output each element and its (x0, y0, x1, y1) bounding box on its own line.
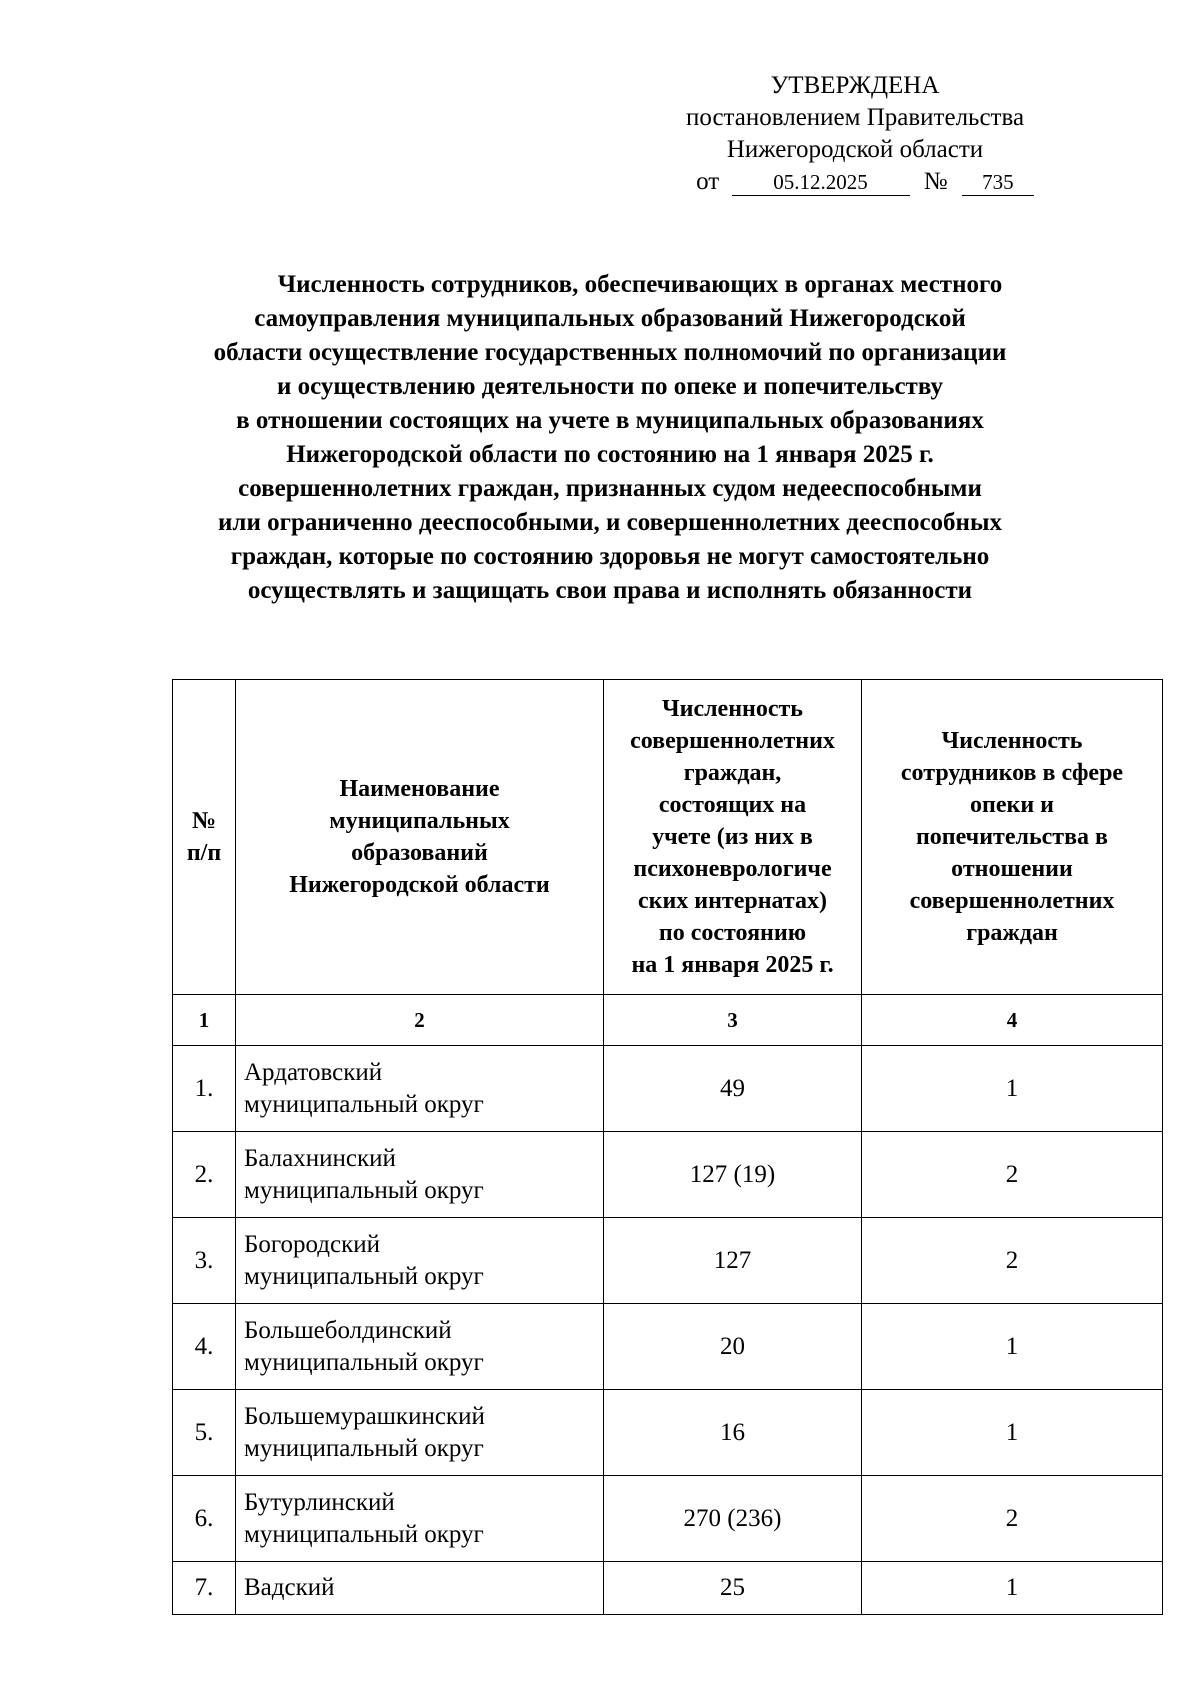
column-number: 2 (236, 995, 604, 1046)
row-number: 6. (173, 1476, 236, 1562)
column-number: 1 (173, 995, 236, 1046)
title-line: или ограниченно дееспособными, и совершеннолетних дееспособных (218, 509, 1002, 536)
approval-resolution: постановлением Правительства (685, 104, 1025, 131)
title-line: граждан, которые по состоянию здоровья не могут самостоятельно (230, 543, 990, 570)
header-text: Нижегородской области (289, 872, 550, 898)
table-row (173, 1390, 1163, 1476)
header-text: отношении (951, 856, 1073, 882)
municipality-name-line: Вадский (244, 1574, 335, 1601)
municipality-name (236, 1218, 604, 1304)
approval-region: Нижегородской области (726, 136, 984, 163)
staff-count: 2 (862, 1218, 1163, 1304)
document-title (150, 268, 1070, 608)
staff-count: 1 (862, 1046, 1163, 1132)
title-line: и осуществлению деятельности по опеке и попечительству (277, 373, 943, 400)
municipality-name-line: Большеболдинский (244, 1316, 452, 1344)
staff-count: 1 (862, 1562, 1163, 1615)
header-staff-count (862, 680, 1163, 995)
row-number: 4. (173, 1304, 236, 1390)
municipality-name-line: Большемурашкинский (244, 1402, 485, 1430)
column-number: 3 (604, 995, 862, 1046)
municipality-name (236, 1562, 604, 1615)
staff-table (172, 679, 1163, 1615)
citizens-count: 270 (236) (604, 1476, 862, 1562)
row-number: 3. (173, 1218, 236, 1304)
title-line: осуществлять и защищать свои права и исполнять обязанности (247, 577, 973, 604)
title-line: области осуществление государственных полномочий по организации (213, 339, 1007, 366)
table-row (173, 1562, 1163, 1615)
citizens-count: 20 (604, 1304, 862, 1390)
header-text: Численность (941, 728, 1083, 754)
citizens-count: 127 (604, 1218, 862, 1304)
title-line: самоуправления муниципальных образований Нижегородской (254, 305, 966, 332)
header-text: граждан (966, 920, 1058, 946)
municipality-name (236, 1046, 604, 1132)
municipality-name-line: муниципальный округ (244, 1348, 484, 1376)
table-row (173, 1046, 1163, 1132)
municipality-name-line: муниципальный округ (244, 1176, 484, 1204)
number-prefix: № (923, 168, 948, 195)
municipality-name-line: муниципальный округ (244, 1090, 484, 1118)
title-line: в отношении состоящих на учете в муниципальных образованиях (236, 407, 984, 434)
citizens-count: 16 (604, 1390, 862, 1476)
citizens-count: 25 (604, 1562, 862, 1615)
header-text: на 1 января 2025 г. (631, 952, 834, 978)
header-text: учете (из них в (652, 824, 813, 850)
municipality-name (236, 1132, 604, 1218)
table-row (173, 1476, 1163, 1562)
header-text: граждан, (683, 760, 782, 786)
staff-count: 1 (862, 1390, 1163, 1476)
approval-number: 735 (962, 169, 1034, 196)
header-municipality (236, 680, 604, 995)
citizens-count: 127 (19) (604, 1132, 862, 1218)
approval-stamp (640, 70, 1070, 198)
approval-date: 05.12.2025 (732, 169, 910, 196)
municipality-name-line: муниципальный округ (244, 1434, 484, 1462)
table-row (173, 1304, 1163, 1390)
header-text: опеки и (970, 792, 1054, 818)
approval-heading: УТВЕРЖДЕНА (770, 72, 940, 99)
column-number: 4 (862, 995, 1163, 1046)
date-prefix: от (696, 168, 720, 195)
header-text: сотрудников в сфере (900, 760, 1124, 786)
header-text: совершеннолетних (909, 888, 1115, 914)
citizens-count: 49 (604, 1046, 862, 1132)
title-line: Численность сотрудников, обеспечивающих в органах местного (277, 271, 1003, 298)
municipality-name-line: Ардатовский (244, 1058, 383, 1086)
header-text: муниципальных (329, 808, 510, 834)
header-text: образований (351, 840, 488, 866)
title-line: совершеннолетних граждан, признанных судом недееспособными (238, 475, 982, 502)
header-text: состоящих на (658, 792, 807, 818)
header-text: по состоянию (658, 920, 807, 946)
staff-count: 1 (862, 1304, 1163, 1390)
header-text: п/п (186, 840, 222, 866)
header-row-number (173, 680, 236, 995)
header-text: совершеннолетних (630, 728, 835, 754)
municipality-name (236, 1390, 604, 1476)
header-text: ских интернатах) (637, 888, 828, 914)
column-number-row (173, 995, 1163, 1046)
table-row (173, 1132, 1163, 1218)
municipality-name-line: муниципальный округ (244, 1262, 484, 1290)
municipality-name (236, 1476, 604, 1562)
approval-date-line (640, 166, 1070, 198)
row-number: 7. (173, 1562, 236, 1615)
municipality-name-line: Бутурлинский (244, 1488, 395, 1516)
row-number: 2. (173, 1132, 236, 1218)
header-text: № (191, 808, 217, 834)
table-header-row (173, 680, 1163, 995)
header-text: Численность (662, 696, 803, 722)
staff-count: 2 (862, 1476, 1163, 1562)
row-number: 5. (173, 1390, 236, 1476)
header-text: попечительства в (915, 824, 1109, 850)
header-text: психоневрологиче (633, 856, 832, 882)
municipality-name-line: Богородский (244, 1230, 380, 1258)
title-line: Нижегородской области по состоянию на 1 января 2025 г. (286, 441, 934, 468)
header-citizens-count (604, 680, 862, 995)
table-row (173, 1218, 1163, 1304)
header-text: Наименование (339, 776, 500, 802)
municipality-name-line: Балахнинский (244, 1144, 396, 1172)
staff-count: 2 (862, 1132, 1163, 1218)
row-number: 1. (173, 1046, 236, 1132)
municipality-name (236, 1304, 604, 1390)
municipality-name-line: муниципальный округ (244, 1520, 484, 1548)
